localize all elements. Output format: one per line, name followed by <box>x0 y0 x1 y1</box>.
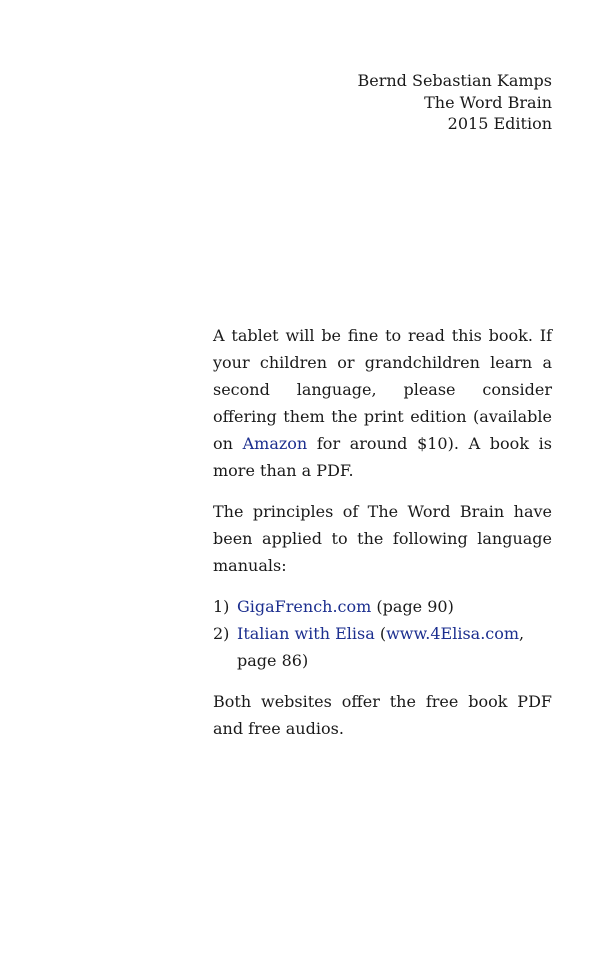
list-item-middle: ( <box>374 624 387 643</box>
list-item-content <box>237 620 552 674</box>
manuals-list <box>213 593 552 674</box>
list-item-number: 2) <box>213 624 230 643</box>
closing-paragraph: Both websites offer the free book PDF and free audios. <box>213 692 552 738</box>
4elisa-link[interactable]: www.4Elisa.com <box>386 624 520 643</box>
gigafrench-link[interactable]: GigaFrench.com <box>237 597 372 616</box>
author-name: Bernd Sebastian Kamps <box>357 71 552 90</box>
list-item-suffix: (page 90) <box>371 597 454 616</box>
list-item <box>213 593 552 620</box>
edition-label: 2015 Edition <box>447 114 552 133</box>
list-item-suffix: , page 86) <box>237 624 525 670</box>
page-body <box>213 322 552 756</box>
book-header <box>357 70 552 135</box>
intro-paragraph <box>213 322 552 484</box>
list-item-content <box>237 593 454 620</box>
list-item <box>213 620 552 674</box>
list-item-number: 1) <box>213 597 230 616</box>
book-title: The Word Brain <box>424 92 552 112</box>
amazon-link[interactable]: Amazon <box>242 434 308 453</box>
principles-paragraph: The principles of The Word Brain have been applied to the following language manuals: <box>213 502 552 575</box>
italian-with-elisa-link[interactable]: Italian with Elisa <box>237 624 375 643</box>
intro-text-after: for around $10). A book is more than a PDF. <box>213 434 552 480</box>
intro-text-before: A tablet will be fine to read this book. If your children or grandchildren learn a second language, please consider offering them the print edition (available on <box>213 326 552 453</box>
